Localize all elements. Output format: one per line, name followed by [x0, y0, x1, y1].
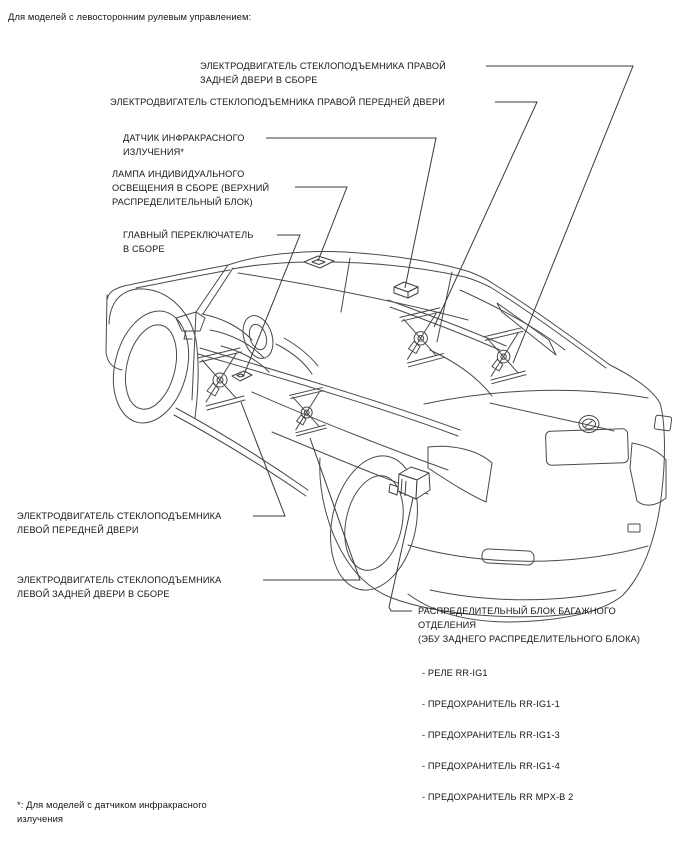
left-taillight	[428, 446, 492, 502]
leader-infrared-sensor	[266, 138, 436, 288]
label-left-rear-window-motor	[17, 573, 221, 601]
label-left-front-window-motor	[17, 509, 221, 537]
front-left-wheel	[102, 303, 199, 431]
leader-personal-lamp	[295, 187, 347, 261]
leader-luggage-block	[389, 498, 413, 611]
label-line: ОТДЕЛЕНИЯ	[418, 620, 477, 630]
label-line: ЛЕВОЙ ПЕРЕДНЕЙ ДВЕРИ	[17, 525, 139, 535]
label-personal-lamp	[112, 167, 269, 209]
label-line: ЗАДНЕЙ ДВЕРИ В СБОРЕ	[200, 75, 318, 85]
footnote-line: излучения	[17, 813, 64, 824]
label-line: ЛЕВОЙ ЗАДНЕЙ ДВЕРИ В СБОРЕ	[17, 589, 170, 599]
label-fuse-rr-ig1-3: - ПРЕДОХРАНИТЕЛЬ RR-IG1-3	[422, 730, 560, 740]
right-taillight	[630, 443, 666, 505]
leader-master-switch	[243, 235, 300, 377]
leader-left-front-motor	[241, 402, 285, 516]
label-line: ДАТЧИК ИНФРАКРАСНОГО	[123, 133, 245, 143]
page-note: Для моделей с левосторонним рулевым управлением:	[8, 11, 252, 22]
label-line: РАСПРЕДЕЛИТЕЛЬНЫЙ БЛОК)	[112, 197, 253, 207]
label-master-switch	[123, 228, 254, 256]
components	[198, 256, 526, 499]
label-right-rear-window-motor	[200, 59, 446, 87]
label-line: (ЭБУ ЗАДНЕГО РАСПРЕДЕЛИТЕЛЬНОГО БЛОКА)	[418, 634, 641, 644]
footnote-line: *: Для моделей с датчиком инфракрасного	[17, 799, 207, 810]
label-line: ОСВЕЩЕНИЯ В СБОРЕ (ВЕРХНИЙ	[112, 183, 270, 193]
label-fuse-rr-ig1-1: - ПРЕДОХРАНИТЕЛЬ RR-IG1-1	[422, 699, 560, 709]
side-mirror	[176, 312, 205, 339]
leader-right-rear-motor	[486, 66, 633, 363]
car-body-outline	[102, 252, 672, 622]
leader-right-front-motor	[434, 102, 537, 327]
label-line: ГЛАВНЫЙ ПЕРЕКЛЮЧАТЕЛЬ	[123, 230, 254, 240]
label-right-front-window-motor	[110, 95, 445, 109]
label-line: ЭЛЕКТРОДВИГАТЕЛЬ СТЕКЛОПОДЪЕМНИКА	[17, 511, 222, 521]
master-switch-panel	[232, 371, 252, 381]
label-line: ЭЛЕКТРОДВИГАТЕЛЬ СТЕКЛОПОДЪЕМНИКА	[17, 575, 222, 585]
label-line: ЭЛЕКТРОДВИГАТЕЛЬ СТЕКЛОПОДЪЕМНИКА ПРАВОЙ	[200, 61, 446, 71]
footnote	[17, 798, 207, 826]
right-rear-window-regulator	[484, 328, 526, 384]
label-line: В СБОРЕ	[123, 244, 165, 254]
license-plate-recess	[545, 429, 628, 466]
exhaust-tip	[482, 549, 535, 566]
label-infrared-sensor	[123, 131, 245, 159]
label-fuse-rr-ig1-4: - ПРЕДОХРАНИТЕЛЬ RR-IG1-4	[422, 761, 560, 771]
label-relay-rr-ig1: - РЕЛЕ RR-IG1	[422, 668, 488, 678]
label-line: ЭЛЕКТРОДВИГАТЕЛЬ СТЕКЛОПОДЪЕМНИКА ПРАВОЙ ПЕРЕДНЕЙ ДВЕРИ	[110, 97, 446, 107]
label-line: ЛАМПА ИНДИВИДУАЛЬНОГО	[112, 169, 245, 179]
label-luggage-junction-block	[418, 604, 640, 646]
label-line: РАСПРЕДЕЛИТЕЛЬНЫЙ БЛОК БАГАЖНОГО	[418, 606, 616, 616]
label-fuse-rr-mpx-b2: - ПРЕДОХРАНИТЕЛЬ RR MPX-B 2	[422, 792, 574, 802]
left-rear-window-regulator	[290, 388, 327, 436]
label-line: ИЗЛУЧЕНИЯ*	[123, 147, 185, 157]
